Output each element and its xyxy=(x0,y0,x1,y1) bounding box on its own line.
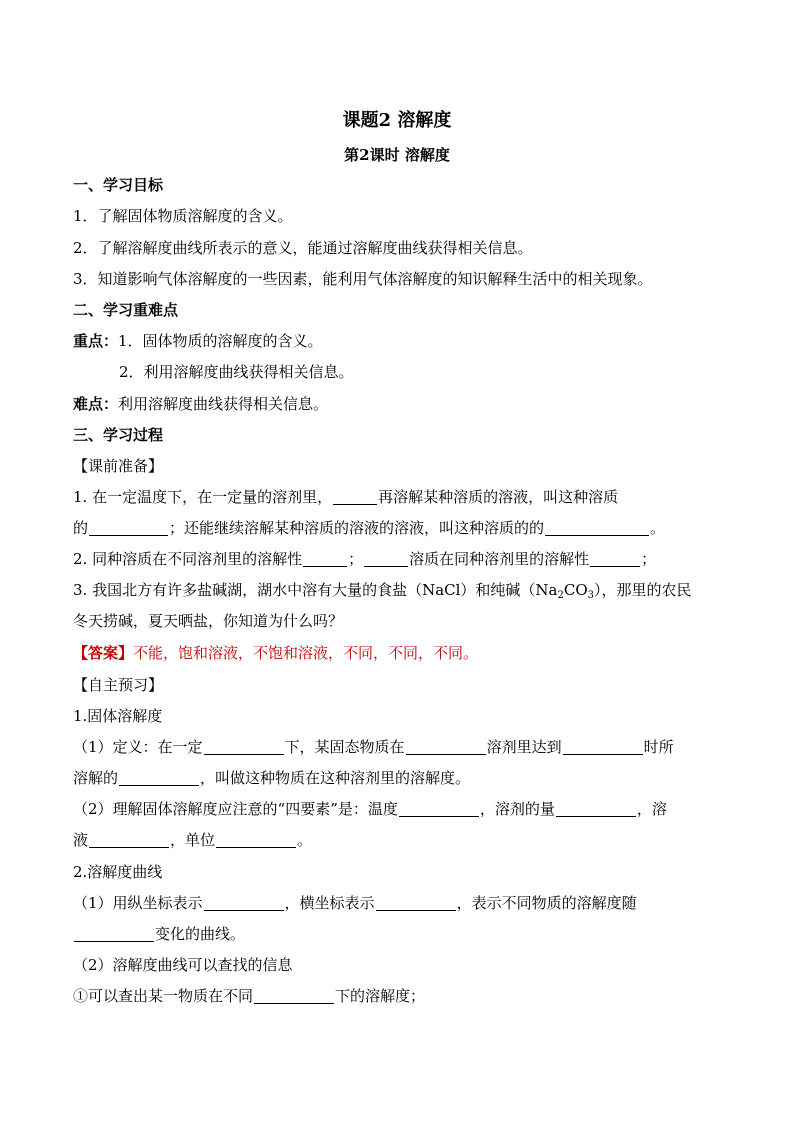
key-point-1-text: 1．固体物质的溶解度的含义。 xyxy=(118,332,323,350)
curve-info-item-1 xyxy=(73,986,425,1006)
fill-blank[interactable] xyxy=(556,800,636,817)
definition-line-1 xyxy=(73,737,674,757)
q3-text-a: 3. 我国北方有许多盐碱湖，湖水中溶有大量的食盐（NaCl）和纯碱（Na xyxy=(73,581,558,599)
q2-text-c: 溶质在同种溶剂里的溶解性 xyxy=(409,550,590,568)
difficult-point-text: 利用溶解度曲线获得相关信息。 xyxy=(118,395,329,413)
fill-blank[interactable] xyxy=(406,738,486,755)
d2-text-a: （2）理解固体溶解度应注意的“四要素”是：温度 xyxy=(73,800,398,818)
answer-label: 【答案】 xyxy=(73,644,134,662)
objective-1: 1．了解固体物质溶解度的含义。 xyxy=(73,207,293,225)
objective-2: 2．了解溶解度曲线所表示的意义，能通过溶解度曲线获得相关信息。 xyxy=(73,239,533,257)
difficult-label: 难点： xyxy=(73,395,119,413)
q2-text-a: 2. 同种溶质在不同溶剂里的溶解性 xyxy=(73,550,303,568)
subscript-2: 2 xyxy=(557,590,564,601)
q1-text-c: 的 xyxy=(73,519,89,537)
subscript-3: 3 xyxy=(587,590,595,601)
fill-blank[interactable] xyxy=(216,831,296,848)
d1-text-d: 时所 xyxy=(643,738,674,756)
definition-line-2 xyxy=(73,768,470,788)
d1-text-b: 下，某固态物质在 xyxy=(284,738,405,756)
key-label: 重点： xyxy=(73,332,119,350)
q1-text-b: 再溶解某种溶质的溶液，叫这种溶质 xyxy=(378,488,619,506)
fill-blank[interactable] xyxy=(376,894,456,911)
fill-blank[interactable] xyxy=(399,800,479,817)
fill-blank[interactable] xyxy=(204,894,284,911)
page-title: 课题2 溶解度 xyxy=(342,110,452,131)
answer-text: 不能，饱和溶液，不饱和溶液，不同，不同，不同。 xyxy=(133,644,479,662)
d2-text-f: 。 xyxy=(297,831,313,849)
four-elements-line-2 xyxy=(73,830,312,850)
curve-line-1 xyxy=(73,893,637,913)
c1-text-b: ，横坐标表示 xyxy=(284,894,375,912)
fill-blank[interactable] xyxy=(364,550,408,567)
fill-blank[interactable] xyxy=(119,769,199,786)
key-point-1 xyxy=(73,331,323,351)
fill-blank[interactable] xyxy=(563,738,643,755)
d2-text-b: ，溶剂的量 xyxy=(479,800,555,818)
prep-question-1-line-1 xyxy=(73,487,618,507)
q1-text-a: 1. 在一定温度下，在一定量的溶剂里， xyxy=(73,488,333,506)
section-heading-process: 三、学习过程 xyxy=(73,426,164,444)
d2-text-c: ，溶 xyxy=(636,800,667,818)
c1-text-d: 变化的曲线。 xyxy=(155,925,246,943)
fill-blank[interactable] xyxy=(333,488,377,505)
curve-info-heading: （2）溶解度曲线可以查找的信息 xyxy=(73,956,293,974)
prep-question-1-line-2 xyxy=(73,518,665,538)
fill-blank[interactable] xyxy=(254,987,334,1004)
prep-question-3-line-2: 冬天捞碱，夏天晒盐，你知道为什么吗？ xyxy=(73,612,344,630)
prep-question-2 xyxy=(73,549,656,569)
curve-line-2 xyxy=(73,924,245,944)
c3-text-b: 下的溶解度； xyxy=(335,987,426,1005)
d2-text-d: 液 xyxy=(73,831,89,849)
fill-blank[interactable] xyxy=(545,519,649,536)
q1-text-e: 。 xyxy=(650,519,666,537)
fill-blank[interactable] xyxy=(89,519,168,536)
self-study-point-1: 1.固体溶解度 xyxy=(73,707,163,725)
c1-text-a: （1）用纵坐标表示 xyxy=(73,894,203,912)
page-subtitle: 第2课时 溶解度 xyxy=(344,146,450,164)
fill-blank[interactable] xyxy=(303,550,347,567)
four-elements-line-1 xyxy=(73,799,667,819)
answer-line xyxy=(73,643,478,663)
q1-text-d: ；还能继续溶解某种溶质的溶液的溶液，叫这种溶质的的 xyxy=(169,519,545,537)
q3-text-b: ），那里的农民 xyxy=(594,581,692,599)
d1-text-c: 溶剂里达到 xyxy=(486,738,562,756)
d1-text-a: （1）定义：在一定 xyxy=(73,738,203,756)
section-heading-objectives: 一、学习目标 xyxy=(73,176,164,194)
fill-blank[interactable] xyxy=(204,738,284,755)
d1-text-e: 溶解的 xyxy=(73,769,119,787)
d2-text-e: ，单位 xyxy=(170,831,216,849)
fill-blank[interactable] xyxy=(590,550,640,567)
difficult-point xyxy=(73,394,328,414)
q2-text-d: ； xyxy=(641,550,657,568)
fill-blank[interactable] xyxy=(74,925,154,942)
q3-text-co: CO xyxy=(563,581,588,599)
self-study-point-2: 2.溶解度曲线 xyxy=(73,863,163,881)
section-heading-key-points: 二、学习重难点 xyxy=(73,301,179,319)
c1-text-c: ，表示不同物质的溶解度随 xyxy=(456,894,637,912)
subsection-heading-preparation: 【课前准备】 xyxy=(73,457,164,475)
key-point-2: 2．利用溶解度曲线获得相关信息。 xyxy=(119,363,354,381)
q2-text-b: ； xyxy=(348,550,364,568)
objective-3: 3．知道影响气体溶解度的一些因素，能利用气体溶解度的知识解释生活中的相关现象。 xyxy=(73,270,653,288)
c3-text-a: ①可以查出某一物质在不同 xyxy=(73,987,254,1005)
subsection-heading-self-study: 【自主预习】 xyxy=(73,676,164,694)
fill-blank[interactable] xyxy=(89,831,169,848)
prep-question-3-line-1 xyxy=(73,580,692,600)
d1-text-f: ，叫做这种物质在这种溶剂里的溶解度。 xyxy=(200,769,471,787)
